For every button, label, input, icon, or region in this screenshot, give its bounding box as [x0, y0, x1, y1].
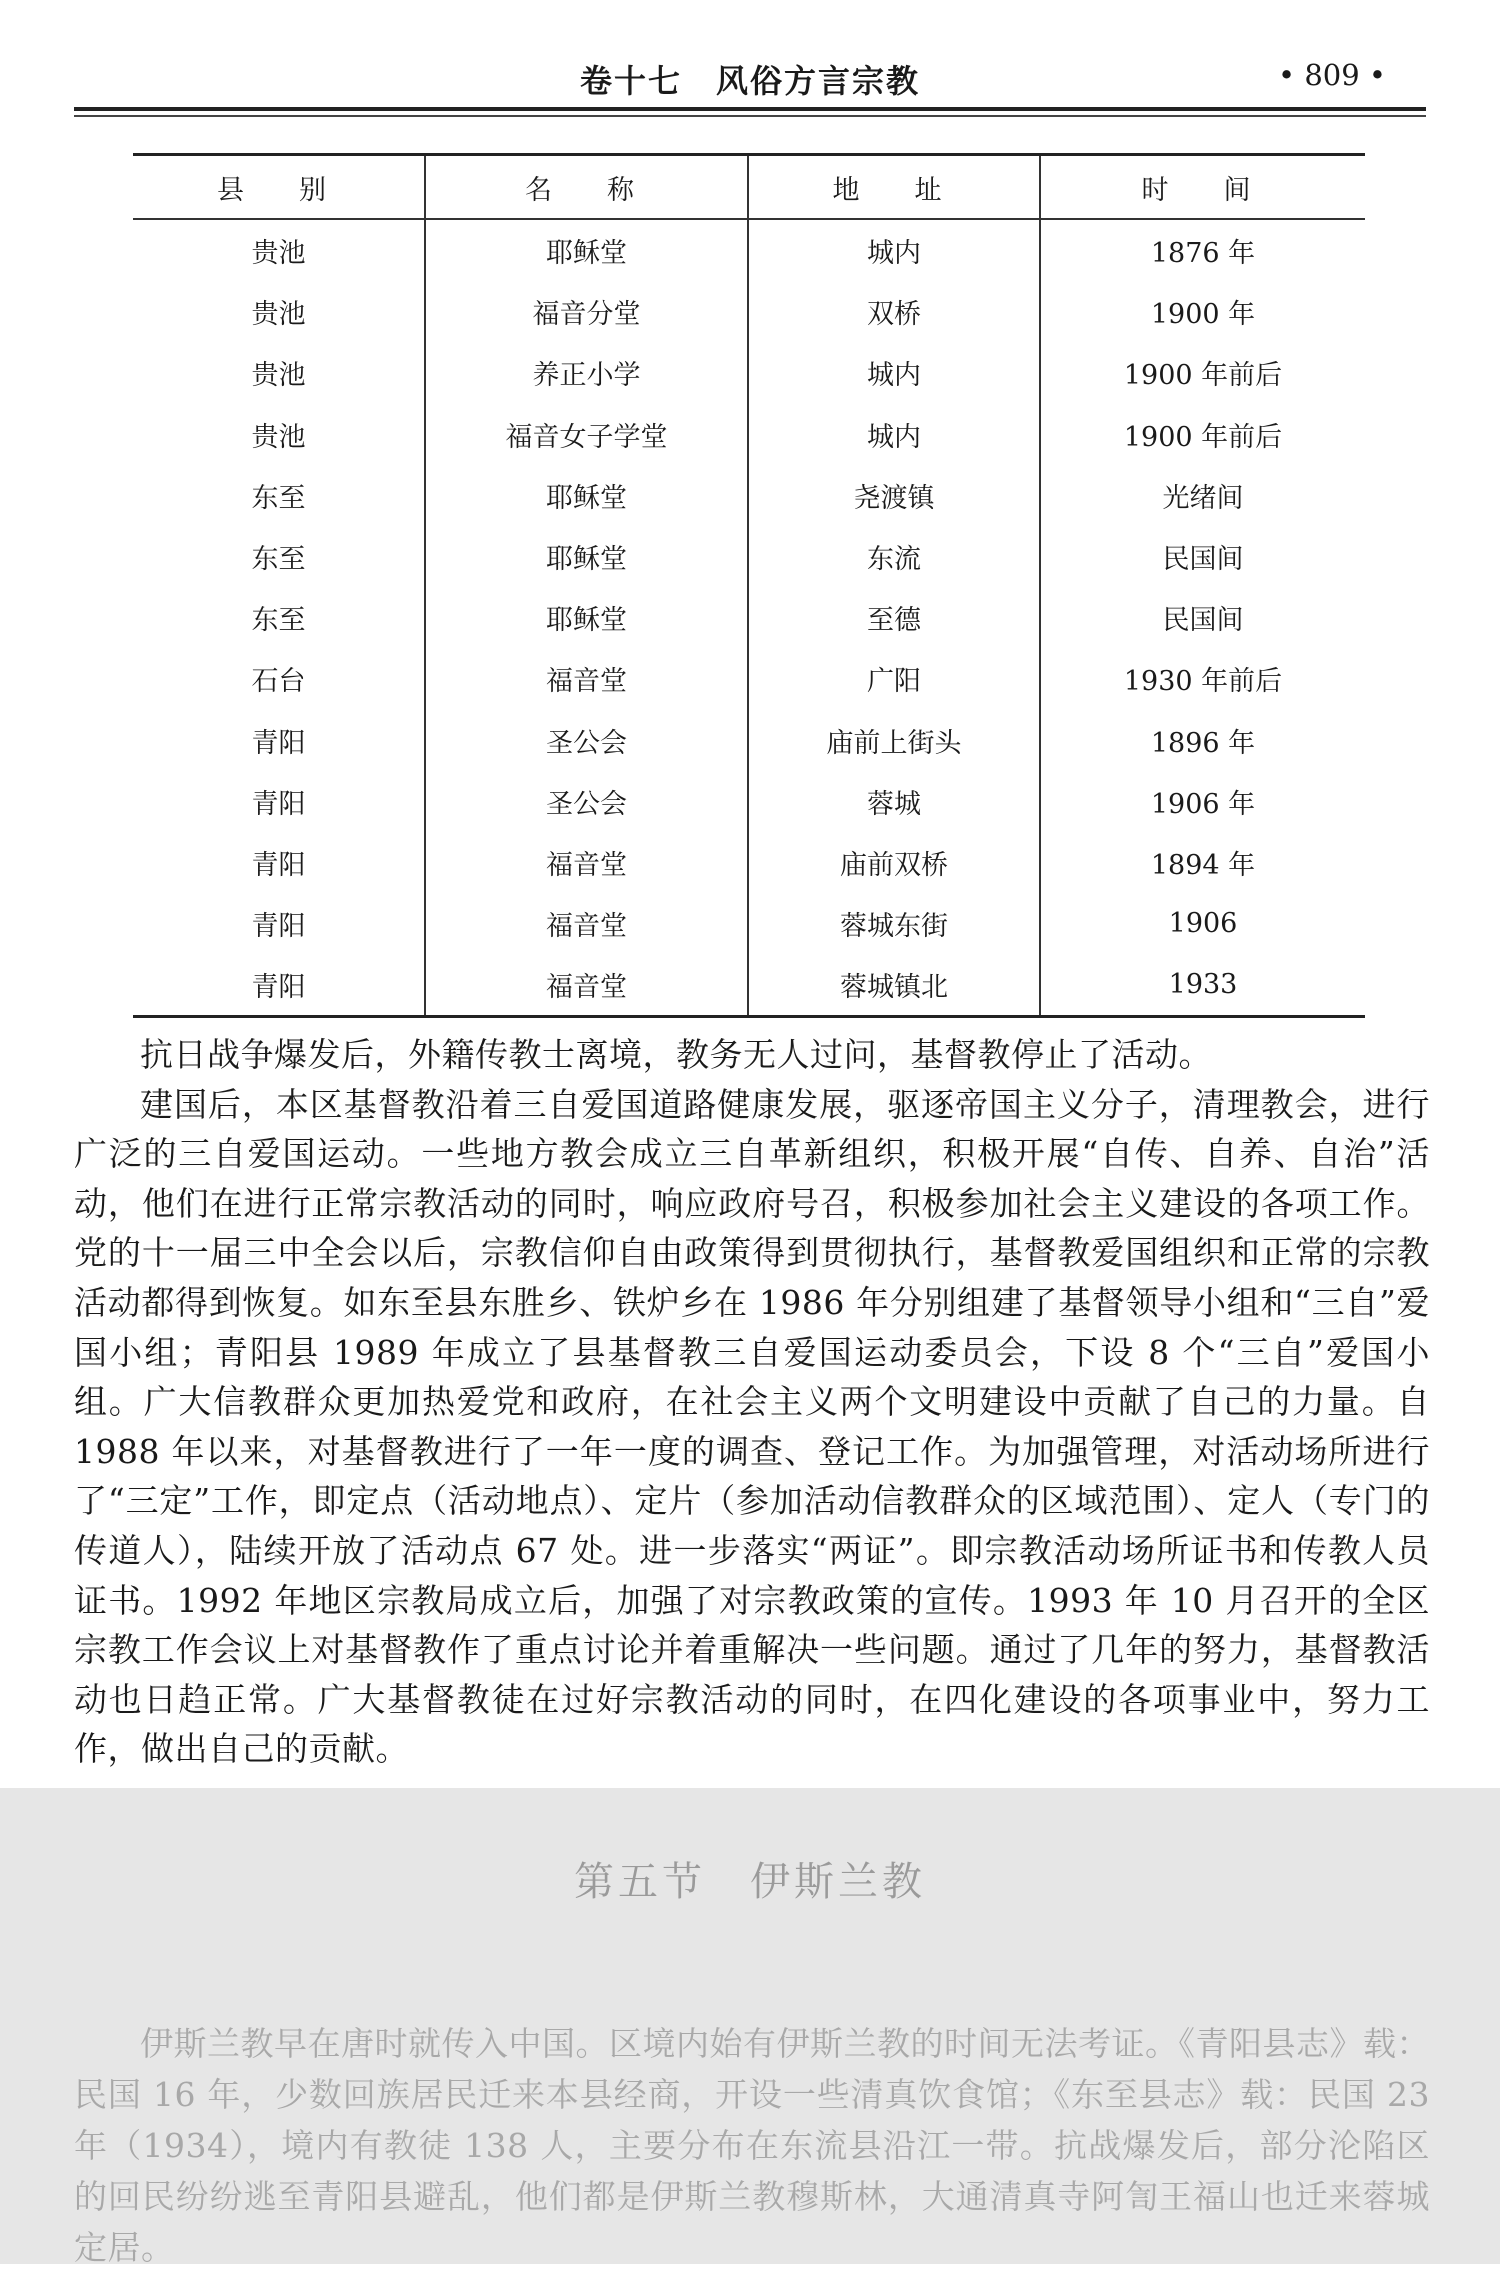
cell-name: 耶稣堂: [425, 465, 748, 526]
cell-address: 城内: [748, 404, 1040, 465]
cell-address: 至德: [748, 587, 1040, 648]
cell-time: 1906 年: [1040, 771, 1365, 832]
cell-county: 石台: [251, 666, 306, 698]
cell-county: 青阳: [251, 788, 306, 820]
cell-address: 双桥: [748, 281, 1040, 342]
cell-address: 城内: [748, 219, 1040, 281]
cell-name: 养正小学: [425, 342, 748, 403]
section-title: 第五节 伊斯兰教: [574, 1859, 926, 1905]
paragraph-1: 抗日战争爆发后，外籍传教士离境，教务无人过问，基督教停止了活动。: [140, 1035, 1212, 1074]
table-header-row: [133, 155, 1365, 220]
cell-time: 1900 年: [1040, 281, 1365, 342]
paragraph-2: 建国后，本区基督教沿着三自爱国道路健康发展，驱逐帝国主义分子，清理教会，进行广泛的三自爱国运动。一些地方教会成立三自革新组织，积极开展“自传、自养、自治”活动，他们在进行正常宗教活动的同时，响应政府号召，积极参加社会主义建设的各项工作。党的十一届三中全会以后，宗教信仰自由政策得到贯彻执行，基督教爱国组织和正常的宗教活动都得到恢复。如东至县东胜乡、铁炉乡在 1986 年分别组建了基督领导小组和“三自”爱国小组；青阳县 1989 年成立了县基督教三自爱国运动委员会，下设 8 个“三自”爱国小组。广大信教群众更加热爱党和政府，在社会主义两个文明建设中贡献了自己的力量。自 1988 年以来，对基督教进行了一年一度的调查、登记工作。为加强管理，对活动场所进行了“三定”工作，即定点（活动地点）、定片（参加活动信教群众的区域范围）、定人（专门的传道人），陆续开放了活动点 67 处。进一步落实“两证”。即宗教活动场所证书和传教人员证书。1992 年地区宗教局成立后，加强了对宗教政策的宣传。1993 年 10 月召开的全区宗教工作会议上对基督教作了重点讨论并着重解决一些问题。通过了几年的努力，基督教活动也日趋正常。广大基督教徒在过好宗教活动的同时，在四化建设的各项事业中，努力工作，做出自己的贡献。: [74, 1084, 1430, 1769]
page-header: [74, 52, 1426, 108]
cell-time: 1906: [1040, 893, 1365, 954]
cell-address: 庙前上街头: [748, 710, 1040, 771]
cell-address: 蓉城: [748, 771, 1040, 832]
cell-time: 光绪间: [1040, 465, 1365, 526]
cell-name: 福音堂: [425, 832, 748, 893]
cell-address: 庙前双桥: [748, 832, 1040, 893]
cell-address: 蓉城镇北: [748, 954, 1040, 1017]
table-body: [133, 219, 1365, 1017]
cell-name: 圣公会: [425, 771, 748, 832]
table-row: [133, 954, 1365, 1017]
running-title: 卷十七 风俗方言宗教: [579, 62, 920, 100]
cell-county: 贵池: [251, 421, 306, 453]
cell-address: 东流: [748, 526, 1040, 587]
body-text: [74, 1030, 1430, 1774]
table-row: [133, 587, 1365, 648]
cell-time: 1900 年前后: [1040, 342, 1365, 403]
cell-address: 广阳: [748, 648, 1040, 709]
table-row: [133, 281, 1365, 342]
cell-county: 贵池: [251, 360, 306, 392]
cell-name: 福音分堂: [425, 281, 748, 342]
table-row: [133, 526, 1365, 587]
header-rule-thick: [74, 107, 1426, 111]
cell-time: 1894 年: [1040, 832, 1365, 893]
cell-county: 青阳: [251, 911, 306, 943]
cell-address: 尧渡镇: [748, 465, 1040, 526]
cell-county: 东至: [251, 605, 306, 637]
cell-time: 1933: [1040, 954, 1365, 1017]
cell-county: 青阳: [251, 727, 306, 759]
cell-time: 1876 年: [1040, 219, 1365, 281]
table-row: [133, 710, 1365, 771]
table-row: [133, 832, 1365, 893]
cell-name: 福音堂: [425, 893, 748, 954]
cell-name: 耶稣堂: [425, 526, 748, 587]
header-address: 地 址: [748, 155, 1040, 220]
table-header: [133, 155, 1365, 220]
cell-address: 城内: [748, 342, 1040, 403]
cell-county: 青阳: [251, 849, 306, 881]
cell-name: 福音堂: [425, 954, 748, 1017]
cell-name: 耶稣堂: [425, 219, 748, 281]
church-table: [133, 153, 1365, 1018]
section-text: [74, 2018, 1430, 2273]
table-row: [133, 465, 1365, 526]
cell-county: 东至: [251, 544, 306, 576]
table-row: [133, 219, 1365, 281]
table-row: [133, 648, 1365, 709]
header-county: 县 别: [217, 174, 340, 206]
cell-time: 1930 年前后: [1040, 648, 1365, 709]
cell-name: 福音堂: [425, 648, 748, 709]
cell-address: 蓉城东街: [748, 893, 1040, 954]
cell-name: 福音女子学堂: [425, 404, 748, 465]
table-row: [133, 342, 1365, 403]
cell-county: 贵池: [251, 238, 306, 270]
cell-time: 民国间: [1040, 587, 1365, 648]
header-name: 名 称: [425, 155, 748, 220]
page-number: • 809 •: [1278, 58, 1386, 92]
cell-county: 青阳: [251, 972, 306, 1004]
section-paragraph-1: 伊斯兰教早在唐时就传入中国。区境内始有伊斯兰教的时间无法考证。《青阳县志》载：民国 16 年，少数回族居民迁来本县经商，开设一些清真饮食馆；《东至县志》载：民国 23 年（1934），境内有教徒 138 人，主要分布在东流县沿江一带。抗战爆发后，部分沦陷区的回民纷纷逃至青阳县避乱，他们都是伊斯兰教穆斯林，大通清真寺阿訇王福山也迁来蓉城定居。: [74, 2024, 1430, 2267]
cell-time: 1900 年前后: [1040, 404, 1365, 465]
cell-county: 东至: [251, 482, 306, 514]
cell-county: 贵池: [251, 299, 306, 331]
header-rule-thin: [74, 115, 1426, 117]
header-time: 时 间: [1040, 155, 1365, 220]
cell-time: 民国间: [1040, 526, 1365, 587]
cell-name: 圣公会: [425, 710, 748, 771]
table-row: [133, 893, 1365, 954]
cell-time: 1896 年: [1040, 710, 1365, 771]
table-row: [133, 404, 1365, 465]
cell-name: 耶稣堂: [425, 587, 748, 648]
table-row: [133, 771, 1365, 832]
